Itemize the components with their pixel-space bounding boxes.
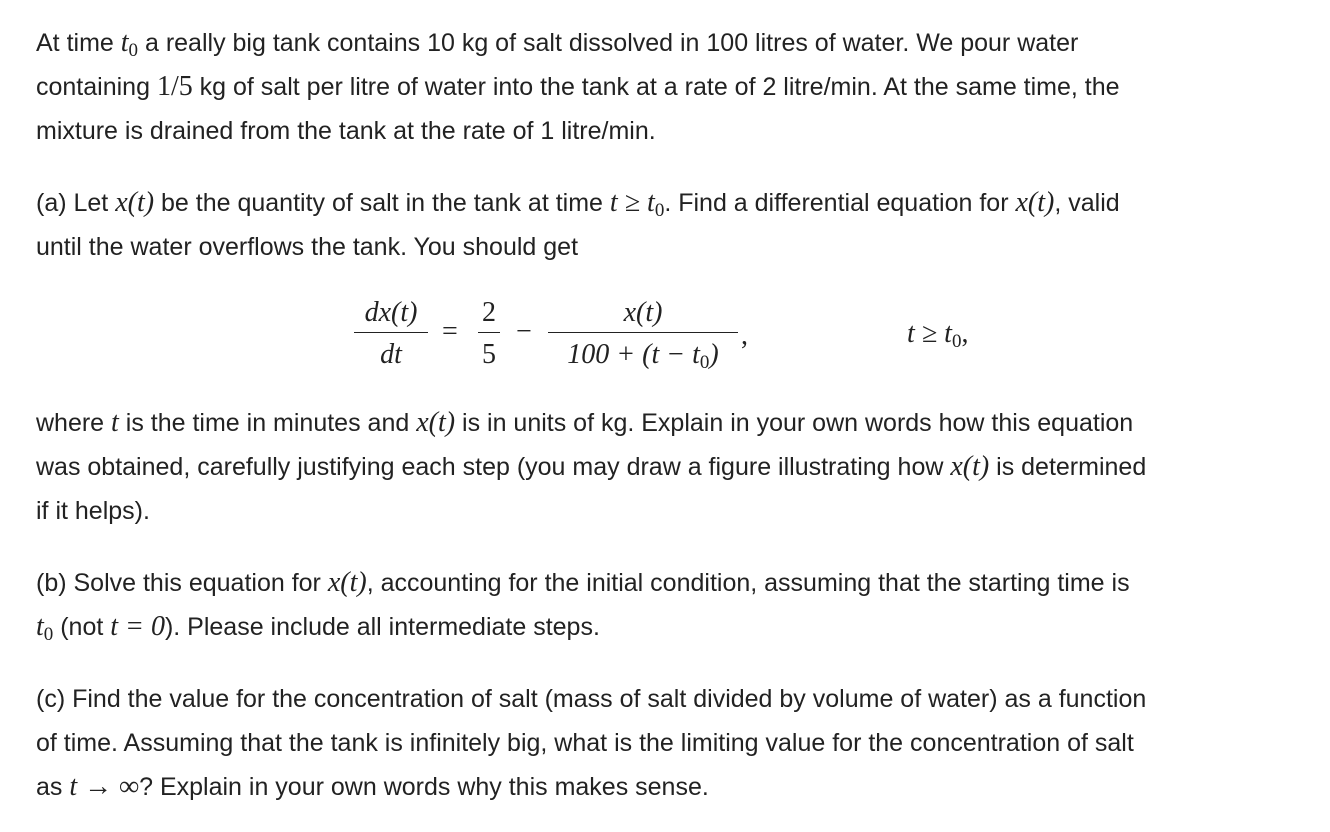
t0-symbol: $t_0$ <box>120 27 139 61</box>
part-c-line-3: as t → ∞? Explain in your own words why this makes sense. <box>36 771 709 802</box>
r1-denominator: 5 <box>482 339 496 370</box>
t-to-infinity: t → ∞ <box>69 771 140 802</box>
part-a-paragraph <box>36 181 1316 269</box>
equation-comma: , <box>741 320 748 351</box>
part-a-line-2: until the water overflows the tank. You should get <box>36 233 579 261</box>
x-of-t: x(t) <box>950 451 990 482</box>
differential-equation <box>0 294 1330 378</box>
t-symbol: t <box>111 407 119 438</box>
intro-line-2: containing 1/5 kg of salt per litre of water into the tank at a rate of 2 litre/min. At the same time, the <box>36 71 1120 102</box>
equation-condition: $t \ge t_0$, <box>907 318 969 352</box>
x-of-t: x(t) <box>115 187 155 218</box>
part-a-line-1: (a) Let x(t) be the quantity of salt in the tank at time $t \ge t_0$. Find a differential equation for x(t), valid <box>36 187 1120 221</box>
x-over-volume-fraction <box>548 294 738 373</box>
lhs-numerator: dx(t) <box>364 297 418 328</box>
salt-fraction: 1/5 <box>156 71 193 102</box>
part-b-line-2: $t_0$ (not t = 0). Please include all intermediate steps. <box>36 611 600 645</box>
part-c-paragraph <box>36 677 1316 809</box>
part-c-line-2: of time. Assuming that the tank is infinitely big, what is the limiting value for the concentration of salt <box>36 729 1134 757</box>
r1-numerator: 2 <box>482 297 496 328</box>
intro-line-3: mixture is drained from the tank at the rate of 1 litre/min. <box>36 117 656 145</box>
explanation-paragraph <box>36 401 1316 533</box>
equals-sign: = <box>442 316 458 347</box>
t-geq-t0: $t \ge t_0$ <box>609 187 665 221</box>
r2-denominator: $100 + (t - t_0)$ <box>567 339 719 373</box>
x-of-t: x(t) <box>327 567 367 598</box>
x-of-t: x(t) <box>416 407 456 438</box>
part-b-line-1: (b) Solve this equation for x(t), accounting for the initial condition, assuming that the starting time is <box>36 567 1130 598</box>
explanation-line-2: was obtained, carefully justifying each step (you may draw a figure illustrating how x(t) is determined <box>36 451 1147 482</box>
x-of-t: x(t) <box>1015 187 1055 218</box>
intro-line-1: At time $t_0$ a really big tank contains 10 kg of salt dissolved in 100 litres of water. We pour water <box>36 27 1079 61</box>
lhs-fraction <box>354 294 428 373</box>
explanation-line-3: if it helps). <box>36 497 150 525</box>
minus-sign: − <box>516 316 532 347</box>
t0-symbol: $t_0$ <box>36 611 54 645</box>
r2-numerator: x(t) <box>623 297 663 328</box>
intro-paragraph <box>36 21 1316 153</box>
explanation-line-1: where t is the time in minutes and x(t) is in units of kg. Explain in your own words how this equation <box>36 407 1134 438</box>
two-fifths-fraction <box>478 294 500 373</box>
part-c-line-1: (c) Find the value for the concentration of salt (mass of salt divided by volume of water) as a function <box>36 685 1147 713</box>
t-equals-zero: t = 0 <box>110 611 165 642</box>
part-b-paragraph <box>36 561 1316 649</box>
lhs-denominator: dt <box>380 339 402 370</box>
